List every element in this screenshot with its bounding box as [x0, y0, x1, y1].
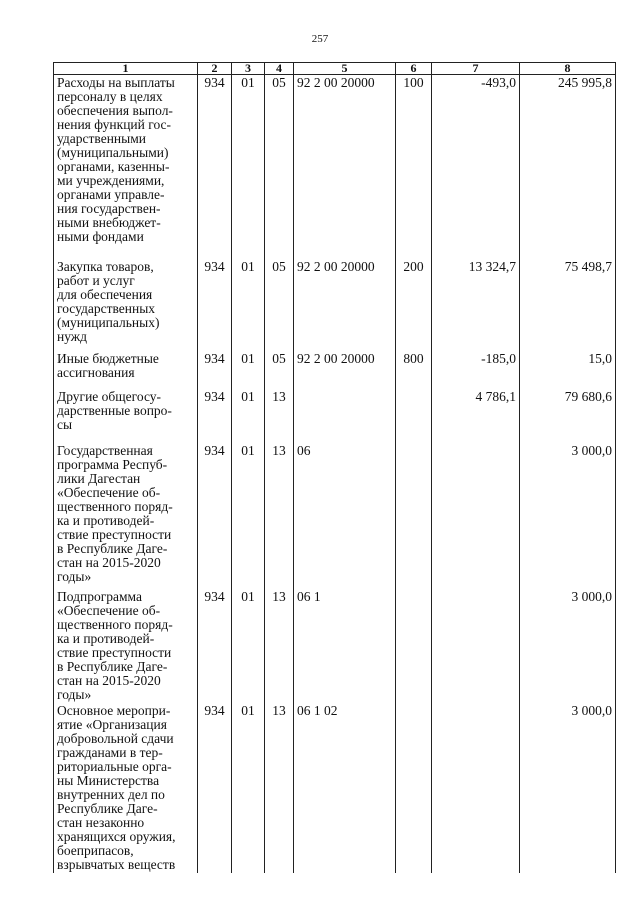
cell-total: 75 498,7	[520, 259, 616, 351]
cell-pr: 13	[265, 389, 294, 443]
cell-pr: 05	[265, 75, 294, 259]
cell-pr: 05	[265, 259, 294, 351]
cell-csr: 92 2 00 20000	[294, 75, 396, 259]
page-number: 257	[311, 33, 329, 45]
col-header-5: 5	[294, 63, 396, 75]
row-name: Государственная программа Респуб- лики Дагестан «Обеспечение об- щественного поряд- ка и противодей- ствие преступности в Республике Даге- стан на 2015-2020 годы»	[54, 443, 198, 589]
table-row	[54, 259, 616, 351]
col-header-8: 8	[520, 63, 616, 75]
cell-grbs: 934	[198, 443, 232, 589]
cell-rz: 01	[232, 75, 265, 259]
col-header-1: 1	[54, 63, 198, 75]
cell-vr: 800	[396, 351, 432, 389]
cell-total: 15,0	[520, 351, 616, 389]
cell-rz: 01	[232, 589, 265, 703]
cell-csr	[294, 389, 396, 443]
cell-rz: 01	[232, 351, 265, 389]
row-name: Иные бюджетные ассигнования	[54, 351, 198, 389]
table-row	[54, 703, 616, 873]
header-row	[54, 63, 616, 75]
cell-change: -185,0	[432, 351, 520, 389]
cell-pr: 05	[265, 351, 294, 389]
cell-rz: 01	[232, 259, 265, 351]
cell-pr: 13	[265, 443, 294, 589]
cell-csr: 92 2 00 20000	[294, 259, 396, 351]
row-name: Закупка товаров, работ и услуг для обеспечения государственных (муниципальных) нужд	[54, 259, 198, 351]
col-header-7: 7	[432, 63, 520, 75]
table-row	[54, 443, 616, 589]
cell-vr	[396, 389, 432, 443]
cell-grbs: 934	[198, 703, 232, 873]
cell-grbs: 934	[198, 259, 232, 351]
cell-csr: 06 1 02	[294, 703, 396, 873]
cell-change: 13 324,7	[432, 259, 520, 351]
cell-change: 4 786,1	[432, 389, 520, 443]
cell-grbs: 934	[198, 589, 232, 703]
cell-rz: 01	[232, 389, 265, 443]
row-name: Подпрограмма «Обеспечение об- щественного поряд- ка и противодей- ствие преступности в Республике Даге- стан на 2015-2020 годы»	[54, 589, 198, 703]
cell-grbs: 934	[198, 351, 232, 389]
cell-change: -493,0	[432, 75, 520, 259]
cell-pr: 13	[265, 589, 294, 703]
cell-csr: 06 1	[294, 589, 396, 703]
table-row	[54, 389, 616, 443]
col-header-2: 2	[198, 63, 232, 75]
cell-rz: 01	[232, 443, 265, 589]
col-header-3: 3	[232, 63, 265, 75]
col-header-4: 4	[265, 63, 294, 75]
cell-grbs: 934	[198, 75, 232, 259]
cell-total: 3 000,0	[520, 589, 616, 703]
cell-total: 3 000,0	[520, 703, 616, 873]
budget-table	[53, 62, 616, 873]
cell-grbs: 934	[198, 389, 232, 443]
row-name: Расходы на выплаты персоналу в целях обеспечения выпол- нения функций гос- ударственными (муниципальными) органами, казенны- ми учреждениями, органами управле- ния государствен- ными внебюджет- ными фондами	[54, 75, 198, 259]
row-name: Другие общегосу- дарственные вопро- сы	[54, 389, 198, 443]
cell-total: 79 680,6	[520, 389, 616, 443]
table-row	[54, 75, 616, 259]
col-header-6: 6	[396, 63, 432, 75]
cell-vr: 200	[396, 259, 432, 351]
cell-pr: 13	[265, 703, 294, 873]
cell-csr: 06	[294, 443, 396, 589]
cell-rz: 01	[232, 703, 265, 873]
cell-total: 3 000,0	[520, 443, 616, 589]
table-row	[54, 351, 616, 389]
cell-change	[432, 443, 520, 589]
cell-vr: 100	[396, 75, 432, 259]
cell-csr: 92 2 00 20000	[294, 351, 396, 389]
cell-vr	[396, 589, 432, 703]
table-row	[54, 589, 616, 703]
cell-change	[432, 703, 520, 873]
cell-vr	[396, 443, 432, 589]
cell-vr	[396, 703, 432, 873]
cell-total: 245 995,8	[520, 75, 616, 259]
row-name: Основное меропри- ятие «Организация добровольной сдачи гражданами в тер- риториальные орга- ны Министерства внутренних дел по Республике Даге- стан незаконно хранящихся оружия, боеприпасов, взрывчатых веществ	[54, 703, 198, 873]
cell-change	[432, 589, 520, 703]
